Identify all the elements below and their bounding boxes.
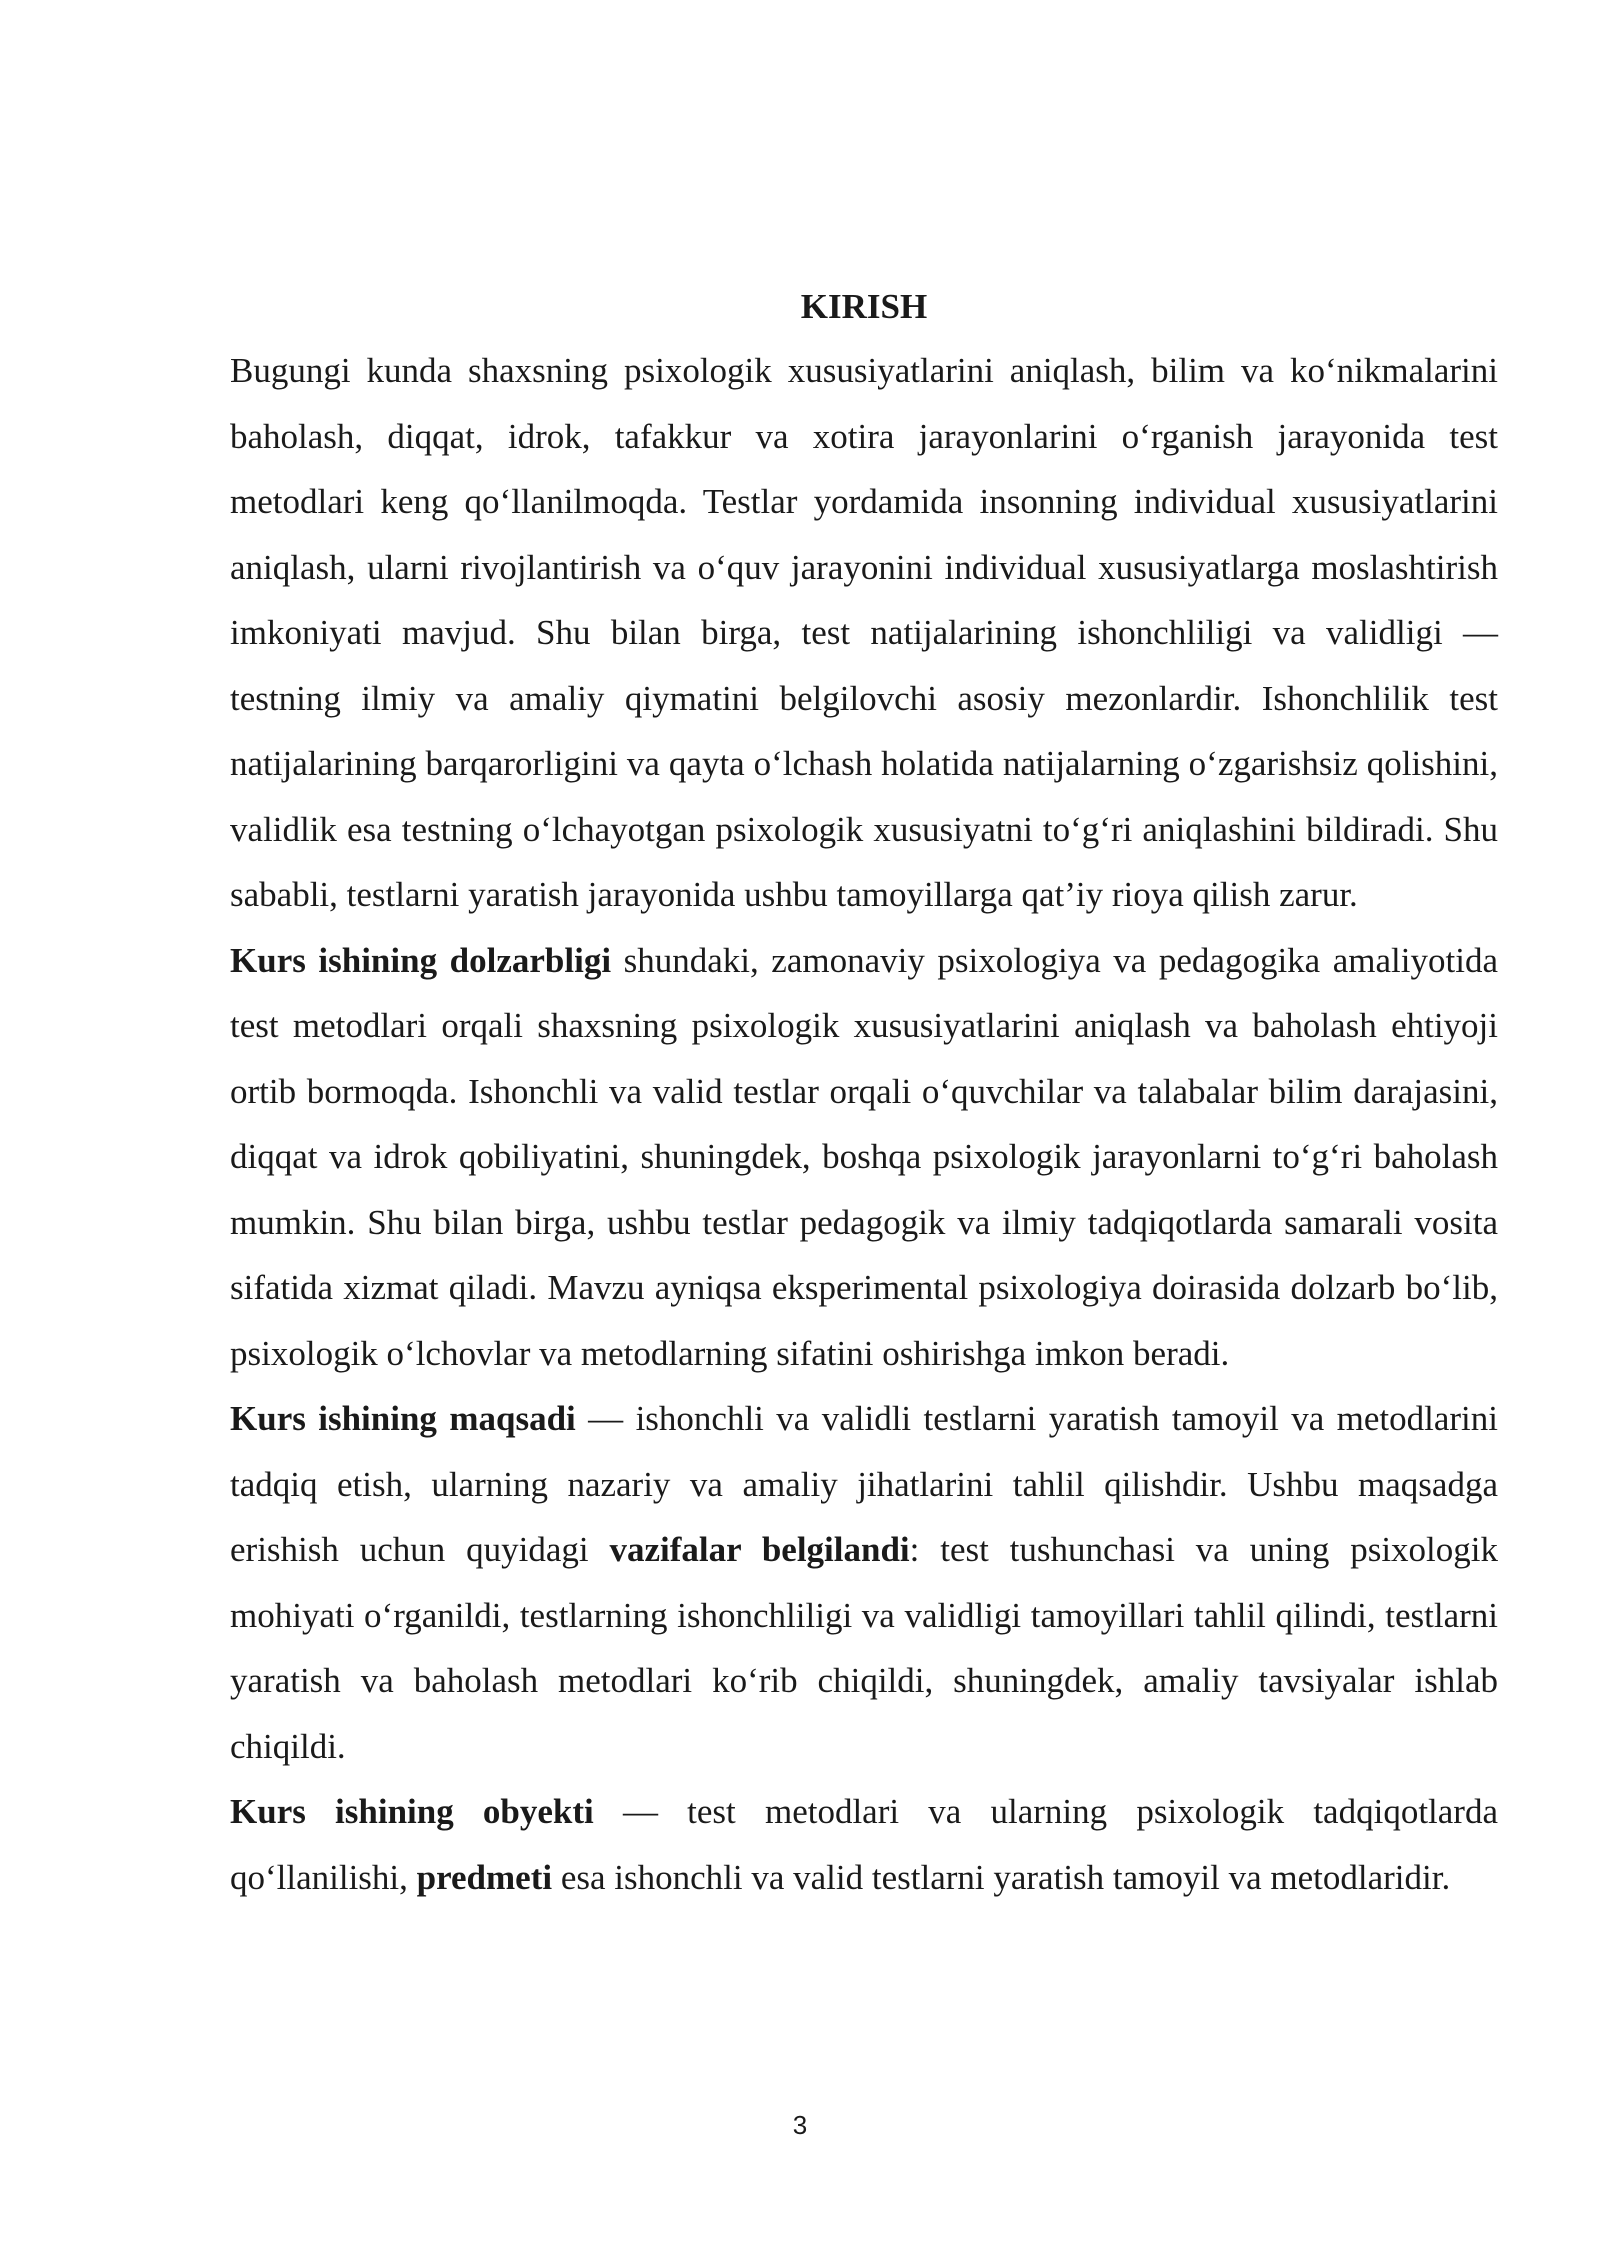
bold-term: vazifalar belgilandi <box>609 1530 910 1569</box>
bold-term: predmeti <box>416 1857 553 1897</box>
paragraph-text: Bugungi kunda shaxsning psixologik xususiyatlarini aniqlash, bilim va ko‘nikmalarini baholash, diqqat, idrok, tafakkur va xotira jarayonlarini o‘rganish jarayonida test metodlari keng qo‘llanilmoqda. Testlar yordamida insonning individual xususiyatlarini aniqlash, ularni rivojlantirish va o‘quv jarayonini individual xususiyatlarga moslashtirish imkoniyati mavjud. Shu bilan birga, test natijalarining ishonchliligi va validligi — testning ilmiy va amaliy qiymatini belgilovchi asosiy mezonlardir. Ishonchlilik test natijalarining barqarorligini va qayta o‘lchash holatida natijalarning o‘zgarishsiz qolishini, validlik esa testning o‘lchayotgan psixologik xususiyatni to‘g‘ri aniqlashini bildiradi. Shu sababli, testlarni yaratish jarayonida ushbu tamoyillarga qat’iy rioya qilish zarur. <box>230 351 1498 914</box>
bold-term: Kurs ishining dolzarbligi <box>230 940 612 980</box>
paragraph <box>230 1779 1498 1910</box>
bold-term: Kurs ishining maqsadi <box>230 1399 576 1438</box>
paragraph <box>230 928 1498 1387</box>
document-page <box>230 280 1498 1910</box>
page-number: 3 <box>792 2110 808 2140</box>
paragraph-text: — ishonchli va validli testlarni yaratish tamoyil va metodlarini tadqiq etish, ularning nazariy va amaliy jihatlarini tahlil qilishdir. Ushbu maqsadga erishish uchun quyidagi <box>230 1399 1498 1569</box>
paragraph-text: esa ishonchli va valid testlarni yaratish tamoyil va metodlaridir. <box>552 1857 1451 1897</box>
paragraph <box>230 338 1498 928</box>
paragraph-text: shundaki, zamonaviy psixologiya va pedagogika amaliyotida test metodlari orqali shaxsning psixologik xususiyatlarini aniqlash va baholash ehtiyoji ortib bormoqda. Ishonchli va valid testlar orqali o‘quvchilar va talabalar bilim darajasini, diqqat va idrok qobiliyatini, shuningdek, boshqa psixologik jarayonlarni to‘g‘ri baholash mumkin. Shu bilan birga, ushbu testlar pedagogik va ilmiy tadqiqotlarda samarali vosita sifatida xizmat qiladi. Mavzu ayniqsa eksperimental psixologiya doirasida dolzarb bo‘lib, psixologik o‘lchovlar va metodlarning sifatini oshirishga imkon beradi. <box>230 940 1498 1373</box>
bold-term: Kurs ishining obyekti <box>230 1792 594 1831</box>
paragraph-text: — test metodlari va ularning psixologik tadqiqotlarda qo‘llanilishi, <box>230 1792 1498 1897</box>
page-title: KIRISH <box>800 287 928 326</box>
paragraph <box>230 1386 1498 1779</box>
body-text <box>230 338 1498 1910</box>
paragraph-text: : test tushunchasi va uning psixologik mohiyati o‘rganildi, testlarning ishonchliligi va validligi tamoyillari tahlil qilindi, testlarni yaratish va baholash metodlari ko‘rib chiqildi, shuningdek, amaliy tavsiyalar ishlab chiqildi. <box>230 1530 1499 1766</box>
